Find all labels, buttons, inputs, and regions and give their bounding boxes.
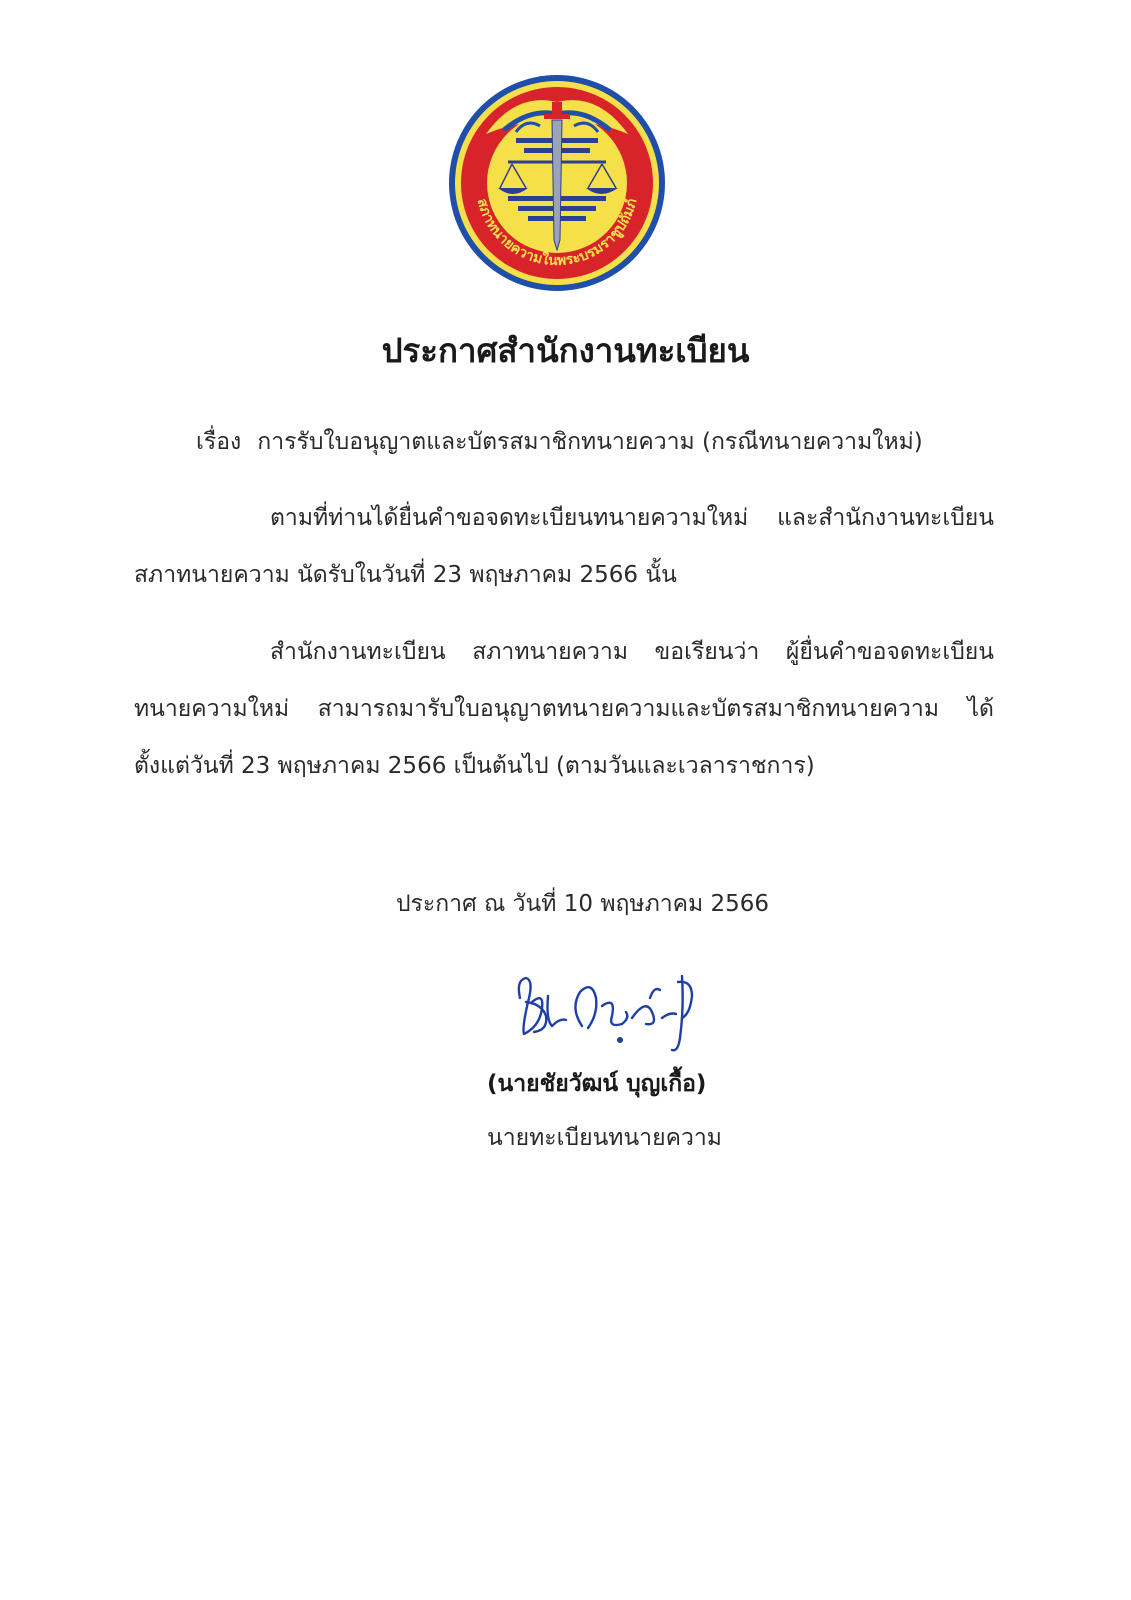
- body-paragraph-2: สำนักงานทะเบียน สภาทนายความ ขอเรียนว่า ผู้ยื่นคำขอจดทะเบียนทนายความใหม่ สามารถมารับใบอนุญาตทนายความและบัตรสมาชิกทนายความ ได้ตั้งแต่วันที่ 23 พฤษภาคม 2566 เป็นต้นไป (ตามวันและเวลาราชการ): [134, 639, 994, 779]
- signer-name: (นายชัยวัฒน์ บุญเกื้อ): [487, 1071, 707, 1097]
- subject-label: เรื่อง: [196, 429, 242, 455]
- signer-position: นายทะเบียนทนายความ: [487, 1125, 722, 1151]
- subject-text: การรับใบอนุญาตและบัตรสมาชิกทนายความ (กรณีทนายความใหม่): [257, 429, 923, 455]
- document-title: ประกาศสำนักงานทะเบียน: [381, 331, 750, 370]
- lawyers-council-seal-icon: [446, 72, 668, 294]
- seal-text: สภาทนายความในพระบรมราชูปถัมภ์: [473, 196, 641, 270]
- signature-icon: [512, 968, 712, 1058]
- announcement-date: ประกาศ ณ วันที่ 10 พฤษภาคม 2566: [395, 891, 770, 917]
- subject-line: [196, 424, 923, 460]
- body-paragraph-1: ตามที่ท่านได้ยื่นคำขอจดทะเบียนทนายความใหม่ และสำนักงานทะเบียน สภาทนายความ นัดรับในวันที่ 23 พฤษภาคม 2566 นั้น: [134, 505, 994, 588]
